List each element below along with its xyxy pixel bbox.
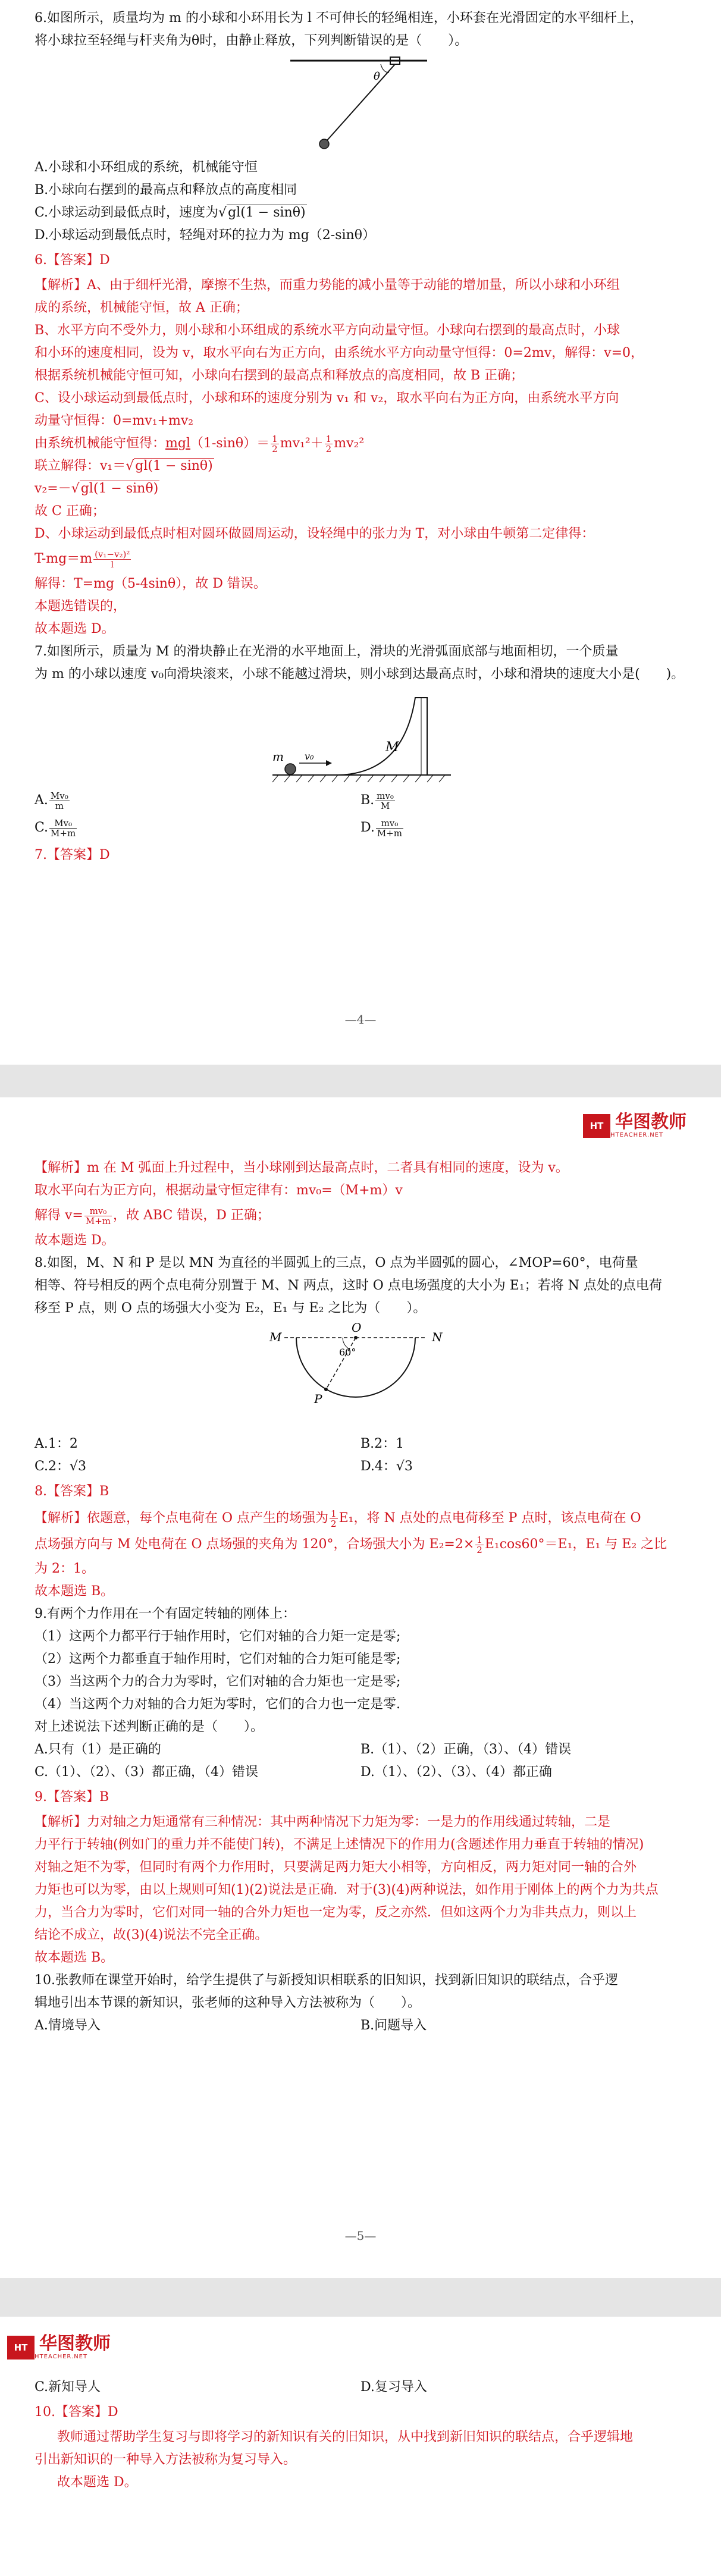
q10-exp-line-1: 教师通过帮助学生复习与即将学习的新知识有关的旧知识，从中找到新旧知识的联结点，合乎逻辑地 <box>57 2430 634 2445</box>
q7-options-row-2 <box>35 814 686 842</box>
logo-title: 华图教师 <box>615 1112 686 1132</box>
document-page-5 <box>0 1097 721 2278</box>
q6-exp-line-2: 成的系统，机械能守恒，故 A 正确； <box>35 300 249 315</box>
q8-exp-2-post: E₁cos60°＝E₁，E₁ 与 E₂ 之比 <box>484 1537 667 1552</box>
q9-statement-2: （2）这两个力都垂直于轴作用时，它们对轴的合力矩可能是零; <box>35 1652 401 1667</box>
q6-theta-label: θ <box>374 70 380 83</box>
q7-explanation <box>35 1157 686 1252</box>
q8-explanation <box>35 1505 686 1603</box>
q7-figure <box>35 686 686 787</box>
q6-option-c-expr: gl(1 − sinθ) <box>228 205 306 220</box>
q9-explanation <box>35 1811 686 1969</box>
q6-exp-8-mid: （1-sinθ）＝ <box>190 436 270 451</box>
q10-exp-line-3: 故本题选 D。 <box>57 2475 137 2490</box>
q7-option-d-letter: D. <box>360 820 375 835</box>
q10-option-a: A.情境导入 <box>35 2018 101 2033</box>
q9-statement-3: （3）当这两个力的合力为零时，它们对轴的合力矩也一定是零; <box>35 1674 401 1689</box>
brand-logo <box>583 1113 686 1139</box>
frac-num: mv₀ <box>376 818 403 829</box>
q6-exp-9-expr: gl(1 − sinθ) <box>135 459 213 473</box>
q10-exp-line-2: 引出新知识的一种导入方法被称为复习导入。 <box>35 2452 297 2467</box>
q8-option-c: C.2：√3 <box>35 1459 87 1474</box>
q6-explanation <box>35 274 686 641</box>
document-page-6 <box>0 2317 721 2576</box>
q8-exp-2-frac <box>475 1535 484 1555</box>
q6-exp-line-4: 和小环的速度相同，设为 v，取水平向右为正方向，由系统水平方向动量守恒得：0=2mv，解得：v=0， <box>35 346 644 360</box>
q10-option-c: C.新知导人 <box>35 2380 101 2395</box>
frac-den: M <box>380 800 390 811</box>
q10-option-b: B.问题导入 <box>360 2018 427 2033</box>
q6-exp-line-16: 故本题选 D。 <box>35 622 115 636</box>
q6-option-b: B.小球向右摆到的最高点和释放点的高度相同 <box>35 183 297 197</box>
q7-answer: 7.【答案】D <box>35 848 110 862</box>
q8-option-a: A.1：2 <box>35 1436 78 1451</box>
q6-exp-10-pre: v₂=－ <box>35 481 71 496</box>
frac-den: 2 <box>272 443 278 454</box>
q7-option-d <box>360 814 686 842</box>
q6-exp-8-b: mv₂² <box>334 436 365 451</box>
q9-option-b: B.（1）、（2）正确，（3）、（4）错误 <box>360 1742 572 1757</box>
q6-exp-line-11: 故 C 正确； <box>35 504 105 519</box>
q7-stem-line-1: 7.如图所示，质量为 M 的滑块静止在光滑的水平地面上，滑块的光滑弧面底部与地面相切，一个质量 <box>35 644 619 659</box>
q6-exp-line-10: v₂=－√gl(1 − sinθ) <box>35 481 159 496</box>
brand-logo <box>7 2335 111 2361</box>
q8-stem-line-2: 相等、符号相反的两个点电荷分别置于 M、N 两点，这时 O 点电场强度的大小为 E₁；若将 N 点处的点电荷 <box>35 1278 662 1293</box>
q8-option-b: B.2：1 <box>360 1436 405 1451</box>
frac-num: Mv₀ <box>50 790 68 801</box>
frac-den: M+m <box>85 1215 111 1226</box>
q9-exp-line-5: 力，当合力为零时，它们对同一轴的合外力矩也一定为零，反之亦然．但如这两个力为非共点力，则以上 <box>35 1905 637 1920</box>
q7-label-m: m <box>272 749 284 764</box>
q10-options-row-1 <box>35 2015 686 2037</box>
q6-exp-9-pre: 联立解得：v₁＝ <box>35 459 126 473</box>
q6-exp-line-9: 联立解得：v₁＝√gl(1 − sinθ) <box>35 459 213 473</box>
frac-num: 1 <box>477 1534 482 1545</box>
frac-den: 2 <box>325 443 332 454</box>
q10-explanation <box>35 2426 686 2494</box>
q7-option-d-frac <box>376 818 403 838</box>
q6-exp-13-pre: T-mg＝m <box>35 551 93 566</box>
q8-exp-1-pre: 【解析】依题意，每个点电荷在 O 点产生的场强为 <box>35 1511 329 1526</box>
q8-exp-line-3: 为 2：1。 <box>35 1561 95 1576</box>
q8-exp-line-4: 故本题选 B。 <box>35 1584 114 1599</box>
q8-label-M: M <box>269 1330 282 1344</box>
q7-exp-3-post: ，故 ABC 错误，D 正确； <box>113 1208 270 1223</box>
q6-exp-8-a: mv₁²＋ <box>280 436 324 451</box>
page-number: —5— <box>344 2229 377 2243</box>
q8-stem-line-1: 8.如图，M、N 和 P 是以 MN 为直径的半圆弧上的三点，O 点为半圆弧的圆心，∠MOP=60°，电荷量 <box>35 1256 638 1270</box>
q6-stem-line-2: 将小球拉至轻绳与杆夹角为θ时，由静止释放，下列判断错误的是（ ）。 <box>35 33 468 48</box>
q6-figure <box>35 52 686 156</box>
q6-option-d: D.小球运动到最低点时，轻绳对环的拉力为 mg（2-sinθ） <box>35 228 375 243</box>
frac-num: mv₀ <box>84 1206 112 1216</box>
q6-stem-line-1: 6.如图所示，质量均为 m 的小球和小环用长为 l 不可伸长的轻绳相连，小环套在光滑固定的水平细杆上， <box>35 11 643 26</box>
q9-exp-line-3: 对轴之矩不为零，但同时有两个力作用时，只要满足两力矩大小相等，方向相反，两力矩对同一轴的合外 <box>35 1860 637 1875</box>
q9-option-c: C.（1）、（2）、（3）都正确，（4）错误 <box>35 1765 259 1780</box>
logo-title: 华图教师 <box>39 2333 111 2354</box>
q8-options-row-1 <box>35 1433 686 1455</box>
q7-option-a <box>35 787 360 814</box>
q9-exp-line-1: 【解析】力对轴之力矩通常有三种情况：其中两种情况下力矩为零：一是力的作用线通过转轴，二是 <box>35 1815 611 1830</box>
frac-num: 1 <box>272 433 278 444</box>
q7-exp-line-1: 【解析】m 在 M 弧面上升过程中，当小球刚到达最高点时，二者具有相同的速度，设为 v。 <box>35 1160 569 1175</box>
q6-exp-line-1: 【解析】A、由于细杆光滑，摩擦不生热，而重力势能的减小量等于动能的增加量，所以小球和小环组 <box>35 278 620 293</box>
frac-num: 1 <box>325 433 332 444</box>
q6-exp-line-8 <box>35 432 686 455</box>
q8-options-row-2 <box>35 1455 686 1478</box>
q10-options-row-2 <box>35 2376 686 2399</box>
q8-stem-line-3: 移至 P 点，则 O 点的场强大小变为 E₂，E₁ 与 E₂ 之比为（ ）。 <box>35 1301 427 1316</box>
logo-subtitle: HTEACHER.NET <box>35 2354 88 2360</box>
frac-den: 2 <box>331 1518 337 1529</box>
logo-mark-icon: HT <box>583 1114 610 1138</box>
q9-answer: 9.【答案】B <box>35 1790 109 1805</box>
q7-option-c <box>35 814 360 842</box>
q9-exp-line-2: 力平行于转轴(例如门的重力并不能使门转)，不满足上述情况下的作用力(含题述作用力垂直于转轴的情况) <box>35 1837 644 1852</box>
q9-option-d: D.（1）、（2）、（3）、（4）都正确 <box>360 1765 552 1780</box>
q7-exp-line-4: 故本题选 D。 <box>35 1233 115 1248</box>
q6-exp-line-13 <box>35 545 686 573</box>
q6-exp-line-14: 解得：T=mg（5-4sinθ），故 D 错误。 <box>35 576 267 591</box>
q9-options-row-2 <box>35 1761 686 1784</box>
q7-option-a-letter: A. <box>35 793 48 808</box>
q8-exp-1-frac <box>330 1509 338 1529</box>
q7-option-c-frac <box>49 818 77 838</box>
q6-exp-10-expr: gl(1 − sinθ) <box>80 481 159 496</box>
q6-exp-line-7: 动量守恒得：0=mv₁+mv₂ <box>35 413 194 428</box>
q9-statement-1: （1）这两个力都平行于轴作用时，它们对轴的合力矩一定是零; <box>35 1629 401 1644</box>
q6-exp-line-15: 本题选错误的， <box>35 599 127 614</box>
q7-label-v0: v₀ <box>305 751 314 762</box>
q7-option-b-letter: B. <box>360 793 375 808</box>
q7-exp-3-pre: 解得 v= <box>35 1208 83 1223</box>
q9-stem: 9.有两个力作用在一个有固定转轴的刚体上： <box>35 1607 296 1621</box>
q9-exp-line-6: 结论不成立，故(3)(4)说法不完全正确。 <box>35 1928 268 1943</box>
frac-den: M+m <box>377 827 403 839</box>
frac-den: M+m <box>51 827 76 839</box>
q8-semicircle-diagram <box>35 1320 686 1433</box>
q8-label-N: N <box>432 1330 443 1344</box>
document-page-4 <box>0 0 721 1065</box>
q8-label-P: P <box>314 1392 322 1406</box>
q8-exp-line-1 <box>35 1505 686 1532</box>
q6-option-a: A.小球和小环组成的系统，机械能守恒 <box>35 160 258 175</box>
q6-exp-8-frac-b <box>325 434 333 454</box>
q6-exp-line-3: B、水平方向不受外力，则小球和小环组成的系统水平方向动量守恒。小球向右摆到的最高点时，小球 <box>35 323 620 338</box>
q6-exp-line-6: C、设小球运动到最低点时，小球和环的速度分别为 v₁ 和 v₂，取水平向右为正方向，由系统水平方向 <box>35 391 619 406</box>
q8-exp-2-pre: 点场强方向与 M 处电荷在 O 点场强的夹角为 120°，合场强大小为 E₂=2× <box>35 1537 475 1552</box>
logo-mark-icon: HT <box>7 2336 35 2359</box>
frac-num: (v₁−v₂)² <box>95 548 130 560</box>
frac-num: mv₀ <box>377 790 394 801</box>
q8-option-d: D.4：√3 <box>360 1459 413 1474</box>
q6-option-c-text: C.小球运动到最低点时，速度为 <box>35 205 219 220</box>
q6-exp-line-12: D、小球运动到最低点时相对圆环做圆周运动，设轻绳中的张力为 T，对小球由牛顿第二定律得： <box>35 526 595 541</box>
q6-answer: 6.【答案】D <box>35 253 110 268</box>
q6-exp-8-pre: 由系统机械能守恒得： <box>35 436 166 451</box>
frac-den: m <box>55 800 64 811</box>
q10-stem-line-2: 辑地引出本节课的新知识，张老师的这种导入方法被称为（ ）。 <box>35 1995 421 2010</box>
logo-subtitle: HTEACHER.NET <box>610 1132 664 1138</box>
q7-options-row-1 <box>35 787 686 814</box>
q6-option-c: C.小球运动到最低点时，速度为√gl(1 − sinθ) <box>35 205 306 220</box>
frac-den: 2 <box>477 1544 482 1555</box>
q8-figure <box>35 1320 686 1433</box>
q7-option-c-letter: C. <box>35 820 49 835</box>
q6-exp-line-5: 根据系统机械能守恒可知，小球向右摆到的最高点和释放点的高度相同，故 B 正确； <box>35 368 524 383</box>
page-number: —4— <box>344 1012 377 1027</box>
q7-exp-line-3 <box>35 1202 686 1229</box>
q7-option-a-frac <box>49 791 70 811</box>
frac-num: 1 <box>331 1508 337 1519</box>
q10-stem-line-1: 10.张教师在课堂开始时，给学生提供了与新授知识相联系的旧知识，找到新旧知识的联结点，合乎逻 <box>35 1973 618 1988</box>
q8-exp-line-2 <box>35 1532 686 1558</box>
q7-exp-line-2: 取水平向右为正方向，根据动量守恒定律有：mv₀=（M+m）v <box>35 1183 403 1198</box>
q8-angle-label: 60° <box>339 1347 356 1358</box>
q9-options-row-1 <box>35 1739 686 1761</box>
q9-ask: 对上述说法下述判断正确的是（ ）。 <box>35 1720 264 1734</box>
q7-exp-3-frac <box>84 1206 112 1226</box>
q10-answer: 10.【答案】D <box>35 2405 118 2420</box>
q7-slider-diagram <box>35 686 686 787</box>
q8-label-O: O <box>352 1320 362 1335</box>
q7-option-b-frac <box>375 791 395 811</box>
q8-exp-1-post: E₁，将 N 点处的点电荷移至 P 点时，该点电荷在 O <box>338 1511 641 1526</box>
q9-statement-4: （4）当这两个力对轴的合力矩为零时，它们的合力也一定是零. <box>35 1697 400 1712</box>
q9-option-a: A.只有（1）是正确的 <box>35 1742 161 1757</box>
q6-exp-8-ul: mgl <box>165 436 190 451</box>
q6-exp-8-frac-a <box>271 434 279 454</box>
q10-option-d: D.复习导入 <box>360 2380 427 2395</box>
q7-option-b <box>360 787 686 814</box>
q7-label-M: M <box>385 740 399 755</box>
q6-pendulum-diagram <box>35 52 686 156</box>
q7-stem-line-2: 为 m 的小球以速度 v₀向滑块滚来，小球不能越过滑块，则小球到达最高点时，小球和滑块的速度大小是( )。 <box>35 667 685 682</box>
q9-exp-line-7: 故本题选 B。 <box>35 1950 114 1965</box>
q9-exp-line-4: 力矩也可以为零，由以上规则可知(1)(2)说法是正确．对于(3)(4)两种说法，如作用于刚体上的两个力为共点 <box>35 1882 659 1897</box>
q8-answer: 8.【答案】B <box>35 1484 109 1499</box>
frac-num: Mv₀ <box>49 818 77 829</box>
frac-den: l <box>111 559 114 570</box>
q6-exp-13-frac <box>93 550 131 569</box>
